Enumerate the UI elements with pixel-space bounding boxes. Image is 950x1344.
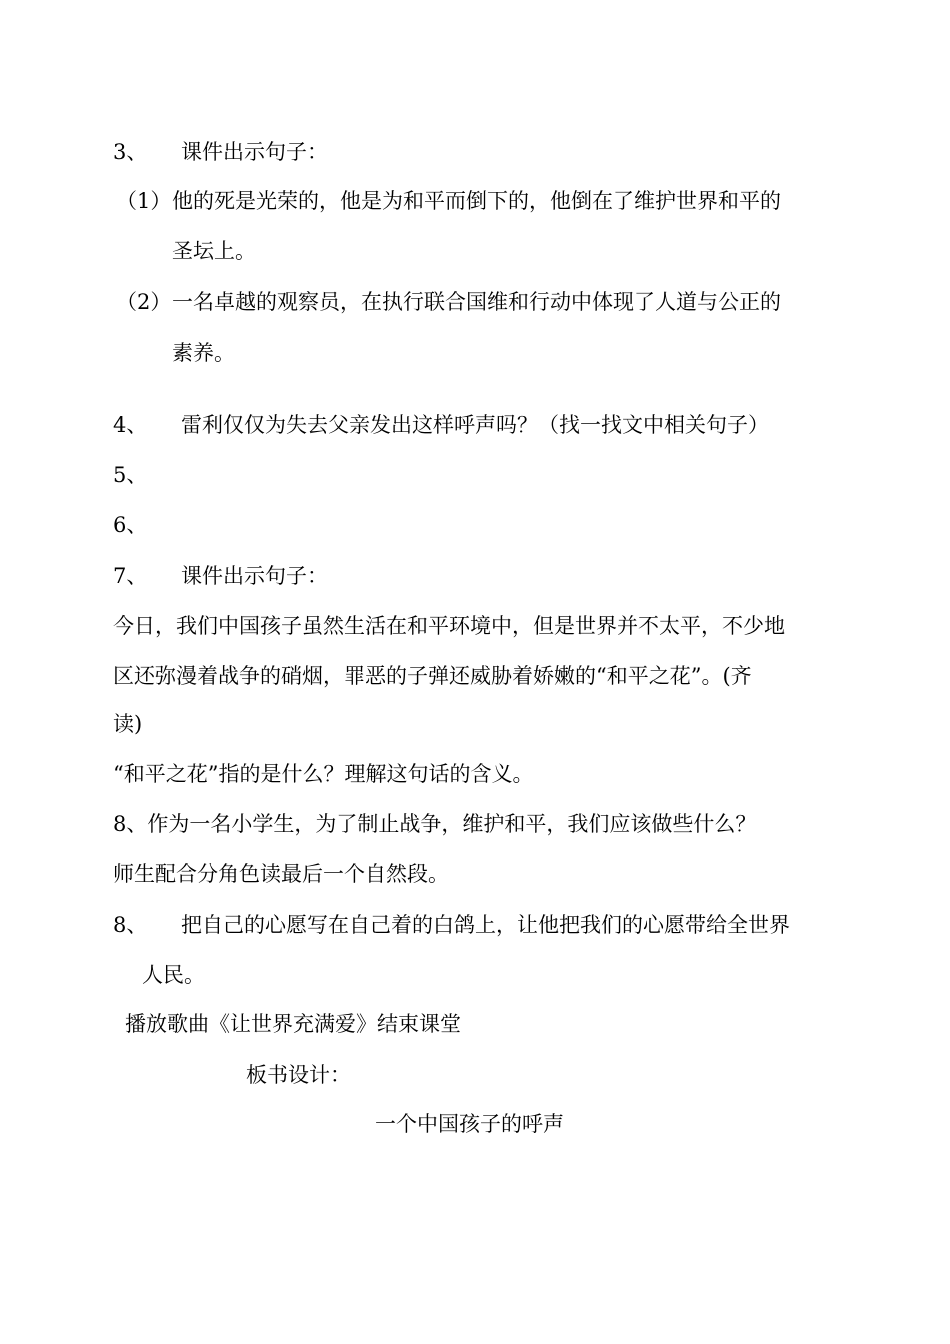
paragraph-2: “和平之花”指的是什么？理解这句话的含义。 xyxy=(113,762,534,786)
item-8-number: 8、 xyxy=(113,913,148,937)
paragraph-1-line-1: 今日，我们中国孩子虽然生活在和平环境中，但是世界并不太平，不少地 xyxy=(113,614,785,638)
sentence-2-line-2: 素养。 xyxy=(172,341,235,365)
item-5-number: 5、 xyxy=(113,463,148,487)
paragraph-3: 8、作为一名小学生，为了制止战争，维护和平，我们应该做些什么？ xyxy=(113,812,757,836)
item-8-line-2: 人民。 xyxy=(142,963,205,987)
sentence-1-line-1: 他的死是光荣的，他是为和平而倒下的，他倒在了维护世界和平的 xyxy=(172,189,781,213)
sentence-1-line-2: 圣坛上。 xyxy=(172,239,256,263)
item-7-text: 课件出示句子： xyxy=(181,564,328,588)
sentence-2-line-1: 一名卓越的观察员，在执行联合国维和行动中体现了人道与公正的 xyxy=(172,290,781,314)
board-design-title: 一个中国孩子的呼声 xyxy=(375,1112,564,1136)
item-4-text: 雷利仅仅为失去父亲发出这样呼声吗？（找一找文中相关句子） xyxy=(181,413,769,437)
paragraph-1-line-3: 读) xyxy=(113,712,143,736)
sentence-1-number: （1） xyxy=(116,189,172,213)
paragraph-4: 师生配合分角色读最后一个自然段。 xyxy=(113,862,449,886)
item-8-line-1: 把自己的心愿写在自己着的白鸽上，让他把我们的心愿带给全世界 xyxy=(181,913,790,937)
paragraph-1-line-2: 区还弥漫着战争的硝烟，罪恶的子弹还威胁着娇嫩的“和平之花”。(齐 xyxy=(113,664,752,688)
item-3-text: 课件出示句子： xyxy=(181,140,328,164)
item-6-number: 6、 xyxy=(113,513,148,537)
board-design-label: 板书设计： xyxy=(246,1063,351,1087)
item-7-number: 7、 xyxy=(113,564,148,588)
item-4-number: 4、 xyxy=(113,413,148,437)
paragraph-5: 播放歌曲《让世界充满爱》结束课堂 xyxy=(125,1012,461,1036)
sentence-2-number: （2） xyxy=(116,290,172,314)
item-3-number: 3、 xyxy=(113,140,148,164)
